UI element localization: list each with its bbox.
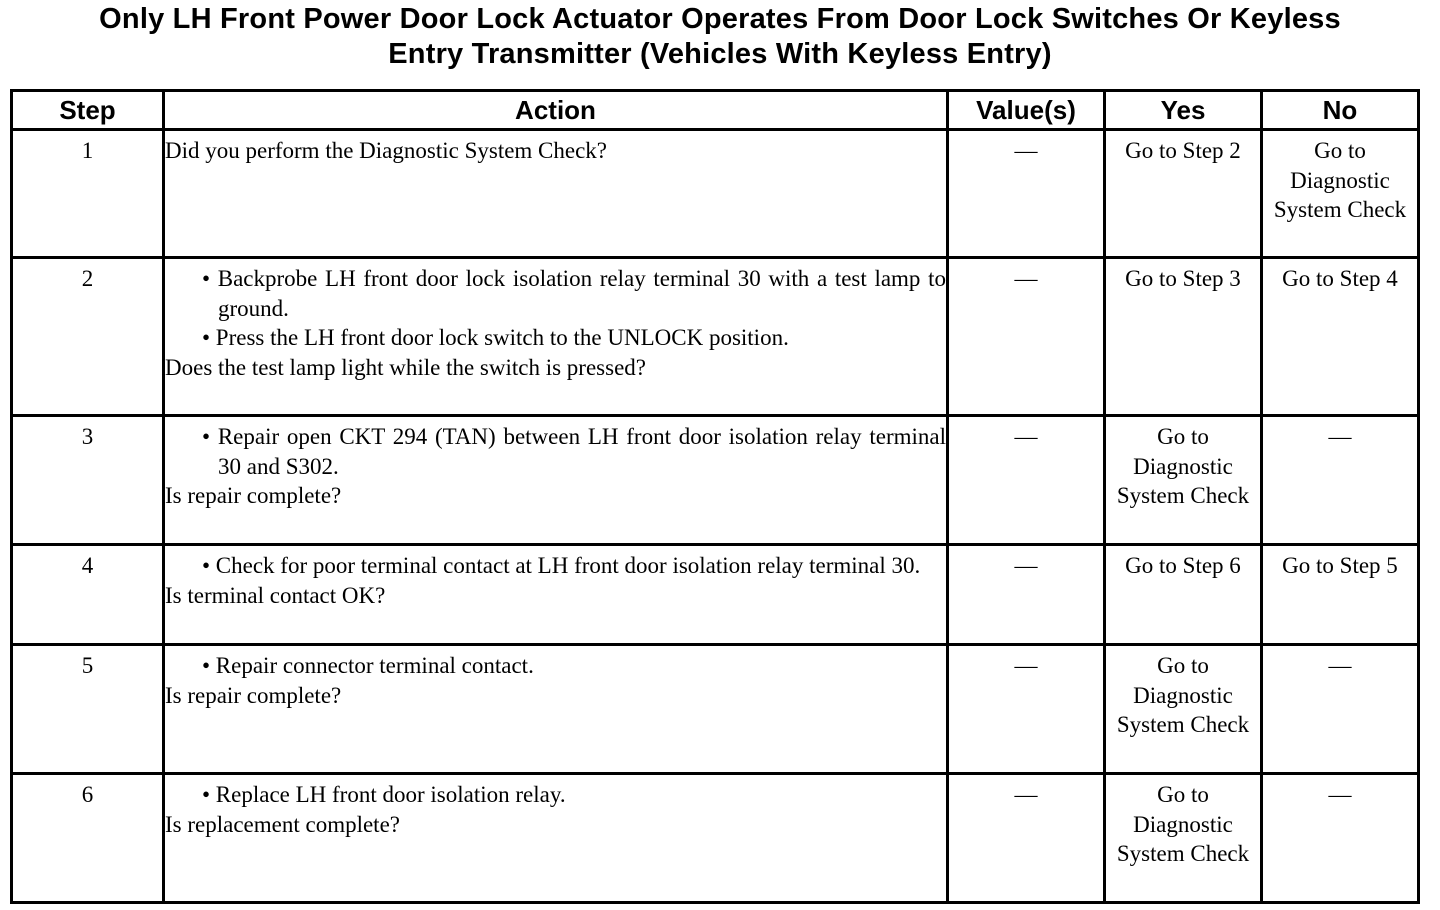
- action-cell: [164, 258, 948, 416]
- action-bullet: • Press the LH front door lock switch to the UNLOCK position.: [202, 325, 789, 350]
- table-row: [12, 130, 1419, 258]
- action-cell: [164, 545, 948, 645]
- table-row: [12, 416, 1419, 545]
- action-bullet: • Replace LH front door isolation relay.: [202, 782, 566, 807]
- value-cell: —: [948, 416, 1105, 545]
- action-cell: [164, 774, 948, 903]
- action-question: Does the test lamp light while the switch is pressed?: [165, 354, 646, 380]
- action-bullet: • Backprobe LH front door lock isolation relay terminal 30 with a test lamp to ground.: [202, 266, 946, 321]
- action-question: Is replacement complete?: [165, 811, 400, 837]
- table-row: [12, 774, 1419, 903]
- yes-cell: Go to Diagnostic System Check: [1105, 774, 1262, 903]
- header-values: Value(s): [948, 91, 1105, 130]
- step-number: 6: [12, 774, 164, 903]
- step-number: 5: [12, 645, 164, 774]
- action-question: Is repair complete?: [165, 483, 342, 508]
- title-line-1: Only LH Front Power Door Lock Actuator Operates From Door Lock Switches Or Keyless: [99, 3, 1341, 35]
- step-number: 4: [12, 545, 164, 645]
- value-cell: —: [948, 645, 1105, 774]
- action-bullet: • Check for poor terminal contact at LH front door isolation relay terminal 30.: [202, 553, 921, 578]
- action-cell: [164, 645, 948, 774]
- no-cell: Go to Step 5: [1262, 545, 1419, 645]
- value-cell: —: [948, 258, 1105, 416]
- yes-cell: Go to Diagnostic System Check: [1105, 416, 1262, 545]
- action-cell: [164, 130, 948, 258]
- action-cell: [164, 416, 948, 545]
- no-cell: —: [1262, 416, 1419, 545]
- table-row: [12, 545, 1419, 645]
- step-number: 1: [12, 130, 164, 258]
- page-title: [0, 2, 1440, 72]
- value-cell: —: [948, 545, 1105, 645]
- no-cell: Go to Step 4: [1262, 258, 1419, 416]
- value-cell: —: [948, 774, 1105, 903]
- table-header-row: [12, 91, 1419, 130]
- action-question: Is repair complete?: [165, 682, 342, 708]
- action-question: Is terminal contact OK?: [165, 582, 386, 608]
- yes-cell: Go to Step 3: [1105, 258, 1262, 416]
- title-line-2: Entry Transmitter (Vehicles With Keyless Entry): [388, 38, 1052, 70]
- table-row: [12, 645, 1419, 774]
- yes-cell: Go to Step 2: [1105, 130, 1262, 258]
- action-question: Did you perform the Diagnostic System Check?: [165, 138, 608, 163]
- header-action: Action: [164, 91, 948, 130]
- action-bullet: • Repair open CKT 294 (TAN) between LH front door isolation relay terminal 30 and S302.: [202, 424, 946, 479]
- yes-cell: Go to Step 6: [1105, 545, 1262, 645]
- header-step: Step: [12, 91, 164, 130]
- table-row: [12, 258, 1419, 416]
- action-bullet: • Repair connector terminal contact.: [202, 653, 534, 678]
- header-yes: Yes: [1105, 91, 1262, 130]
- value-cell: —: [948, 130, 1105, 258]
- no-cell: —: [1262, 774, 1419, 903]
- no-cell: Go to Diagnostic System Check: [1262, 130, 1419, 258]
- yes-cell: Go to Diagnostic System Check: [1105, 645, 1262, 774]
- step-number: 3: [12, 416, 164, 545]
- diagnostic-table: [10, 89, 1420, 904]
- header-no: No: [1262, 91, 1419, 130]
- step-number: 2: [12, 258, 164, 416]
- no-cell: —: [1262, 645, 1419, 774]
